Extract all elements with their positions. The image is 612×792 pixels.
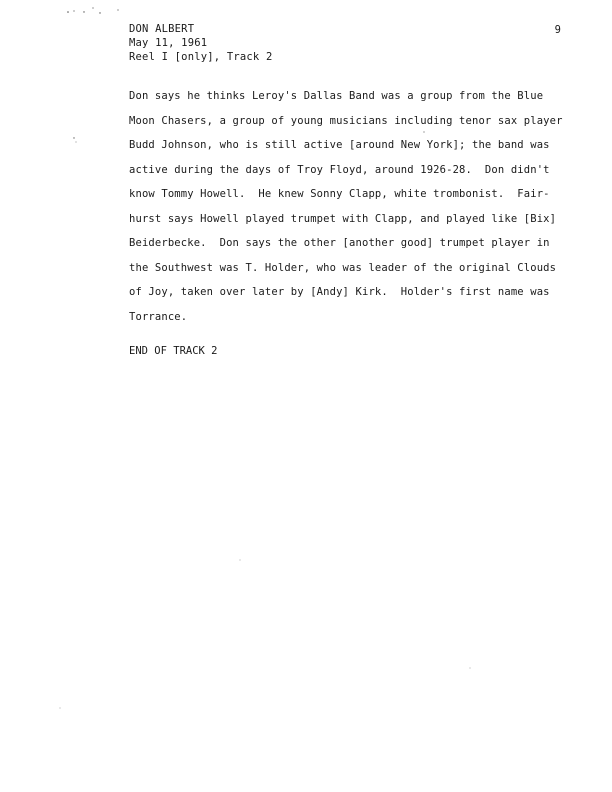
paragraph-line: Beiderbecke. Don says the other [another good] trumpet player in [129,237,550,249]
reel-track-label: Reel I [only], Track 2 [129,51,273,63]
paragraph-line: hurst says Howell played trumpet with Clapp, and played like [Bix] [129,212,557,225]
paragraph-line: Don says he thinks Leroy's Dallas Band was a group from the Blue [129,90,544,102]
end-of-track-marker: END OF TRACK 2 [129,345,218,357]
paragraph-line: Budd Johnson, who is still active [around New York]; the band was [129,139,550,151]
paragraph-line: the Southwest was T. Holder, who was leader of the original Clouds [129,261,557,274]
interview-date: May 11, 1961 [129,37,208,49]
paragraph-line: know Tommy Howell. He knew Sonny Clapp, white trombonist. Fair- [129,188,550,200]
document-header [129,22,272,64]
paragraph-line: of Joy, taken over later by [Andy] Kirk. Holder's first name was [129,286,550,298]
paragraph-line: active during the days of Troy Floyd, around 1926-28. Don didn't [129,163,550,176]
interviewee-name: DON ALBERT [129,23,195,35]
page-number: 9 [554,24,561,36]
paragraph-line: Moon Chasers, a group of young musicians including tenor sax player [129,114,563,127]
paragraph-line: Torrance. [129,310,188,323]
transcript-paragraph [129,84,569,329]
